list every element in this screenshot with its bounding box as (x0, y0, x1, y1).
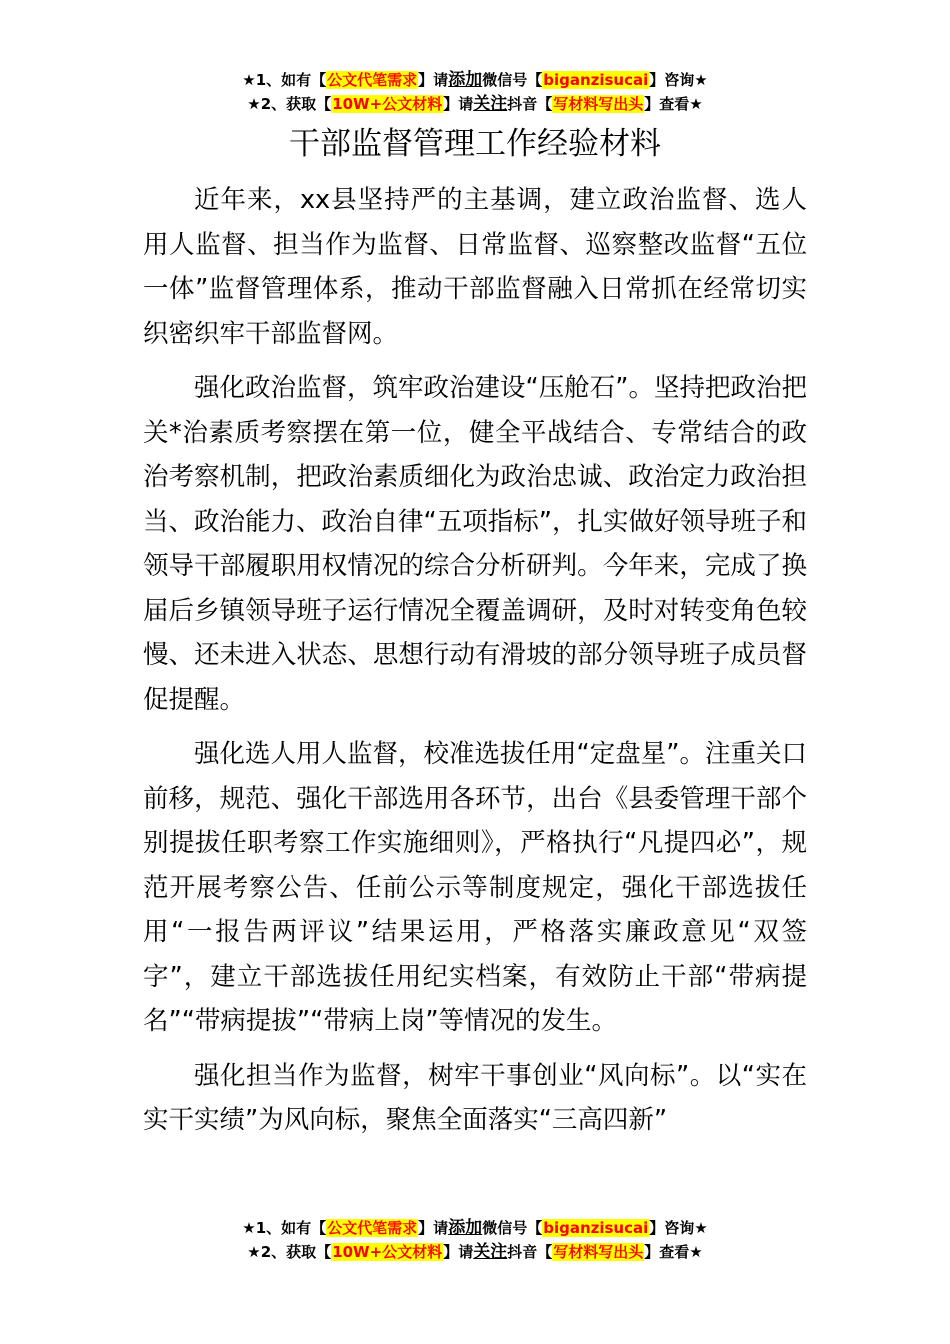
banner-text: 】咨询★ (649, 1219, 708, 1237)
banner-text: ★2、获取【 (247, 1243, 332, 1261)
banner-text: 】请 (443, 1243, 474, 1261)
banner-text: 】查看★ (644, 95, 703, 113)
paragraph: 强化担当作为监督，树牢干事创业“风向标”。以“实在实干实绩”为风向标，聚焦全面落实“三高四新” (143, 1060, 807, 1135)
banner-highlight: 公文代笔需求 (327, 71, 418, 89)
banner-text: ★1、如有【 (242, 1219, 327, 1237)
banner-highlight: 写材料写出头 (553, 1243, 644, 1261)
banner-underline: 添加 (448, 70, 483, 90)
banner-text: 】查看★ (644, 1243, 703, 1261)
banner-underline: 关注 (473, 94, 508, 114)
banner-highlight: biganzisucai (543, 1219, 649, 1237)
header-banner (0, 68, 950, 116)
banner-line-2 (0, 1240, 950, 1264)
banner-text: 抖音【 (507, 95, 553, 113)
banner-highlight: biganzisucai (543, 71, 649, 89)
banner-text: 】请 (418, 1219, 449, 1237)
banner-highlight: 10W+公文材料 (332, 95, 443, 113)
banner-text: ★2、获取【 (247, 95, 332, 113)
document-title: 干部监督管理工作经验材料 (289, 126, 661, 162)
banner-text: 】咨询★ (649, 71, 708, 89)
banner-line-1 (0, 1216, 950, 1240)
banner-highlight: 公文代笔需求 (327, 1219, 418, 1237)
paragraph: 强化政治监督，筑牢政治建设“压舱石”。坚持把政治把关*治素质考察摆在第一位，健全平战结合、专常结合的政治考察机制，把政治素质细化为政治忠诚、政治定力政治担当、政治能力、政治自律“五项指标”，扎实做好领导班子和领导干部履职用权情况的综合分析研判。今年来，完成了换届后乡镇领导班子运行情况全覆盖调研，及时对转变角色较慢、还未进入状态、思想行动有滑坡的部分领导班子成员督促提醒。 (143, 373, 807, 715)
banner-text: 微信号【 (482, 71, 543, 89)
banner-text: 】请 (443, 95, 474, 113)
banner-line-1 (0, 68, 950, 92)
banner-highlight: 写材料写出头 (553, 95, 644, 113)
banner-underline: 关注 (473, 1242, 508, 1262)
banner-text: 抖音【 (507, 1243, 553, 1261)
banner-text: ★1、如有【 (242, 71, 327, 89)
banner-highlight: 10W+公文材料 (332, 1243, 443, 1261)
banner-underline: 添加 (448, 1218, 483, 1238)
document-body (143, 178, 807, 1143)
banner-text: 微信号【 (482, 1219, 543, 1237)
footer-banner (0, 1216, 950, 1264)
paragraph: 强化选人用人监督，校准选拔任用“定盘星”。注重关口前移，规范、强化干部选用各环节，出台《县委管理干部个别提拔任职考察工作实施细则》，严格执行“凡提四必”，规范开展考察公告、任前公示等制度规定，强化干部选拔任用“一报告两评议”结果运用，严格落实廉政意见“双签字”，建立干部选拔任用纪实档案，有效防止干部“带病提名”“带病提拔”“带病上岗”等情况的发生。 (143, 739, 807, 1036)
banner-line-2 (0, 92, 950, 116)
paragraph: 近年来，xx县坚持严的主基调，建立政治监督、选人用人监督、担当作为监督、日常监督、巡察整改监督“五位一体”监督管理体系，推动干部监督融入日常抓在经常切实织密织牢干部监督网。 (143, 185, 807, 349)
banner-text: 】请 (418, 71, 449, 89)
